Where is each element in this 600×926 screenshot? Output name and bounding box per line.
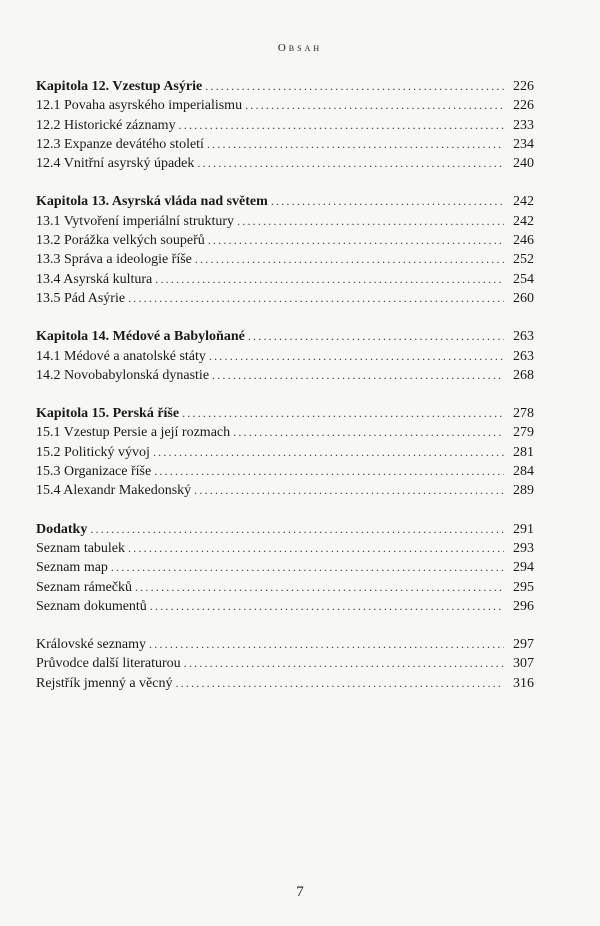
toc-entry-title: Kapitola 12. Vzestup Asýrie [36,79,203,94]
dot-leader [179,116,504,135]
toc-entry-title: Seznam rámečků [36,579,133,595]
dot-leader [175,674,504,693]
toc-entry-page: 278 [513,406,534,422]
toc-entry-title: 12.3 Expanze devátého století [36,136,204,152]
toc-entry-page: 252 [513,252,534,268]
toc-section [36,520,534,616]
toc-entry [36,347,534,366]
toc-entry-title: Seznam dokumentů [36,598,147,614]
toc-entry-title: 15.4 Alexandr Makedonský [36,483,192,499]
toc-entry-title: Královské seznamy [36,637,147,653]
toc-entry-title: Průvodce další literaturou [36,656,181,672]
dot-leader [212,366,504,385]
dot-leader [237,212,504,231]
toc-section [36,192,534,308]
toc-chapter-heading [36,77,534,96]
dot-leader [248,327,504,346]
toc-entry-title: Seznam map [36,560,108,576]
toc-entry [36,270,534,289]
toc-entry-page: 293 [513,540,534,556]
toc-entry-page: 226 [513,98,534,114]
toc-entry-page: 254 [513,271,534,287]
table-of-contents [36,77,534,712]
toc-entry [36,135,534,154]
toc-entry-page: 263 [513,329,534,345]
toc-entry-page: 291 [513,521,534,537]
toc-section [36,635,534,693]
toc-entry-title: 15.2 Politický vývoj [36,444,150,460]
dot-leader [182,404,504,423]
toc-entry-page: 226 [513,79,534,94]
toc-entry-title: 14.2 Novobabylonská dynastie [36,367,210,383]
toc-entry-page: 281 [513,444,534,460]
toc-entry [36,578,534,597]
toc-entry [36,231,534,250]
toc-entry [36,423,534,442]
toc-entry [36,96,534,115]
toc-entry-title: 13.5 Pád Asýrie [36,290,126,306]
toc-entry-title: Kapitola 15. Perská říše [36,406,180,422]
toc-entry-page: 279 [513,425,534,441]
toc-entry-title: 14.1 Médové a anatolské státy [36,348,206,364]
toc-entry-page: 234 [513,136,534,152]
toc-entry-title: 13.2 Porážka velkých soupeřů [36,233,205,249]
toc-entry-title: 15.3 Organizace říše [36,464,152,480]
page-header: Obsah [277,42,323,54]
toc-entry-page: 242 [513,213,534,229]
toc-chapter-heading [36,327,534,346]
toc-chapter-heading [36,404,534,423]
dot-leader [128,289,504,308]
toc-entry-title: Dodatky [36,521,88,537]
toc-chapter-heading [36,520,534,539]
dot-leader [128,539,504,558]
toc-entry [36,481,534,500]
toc-entry-page: 240 [513,156,534,172]
toc-chapter-heading [36,192,534,211]
toc-entry-title: 15.1 Vzestup Persie a její rozmach [36,425,231,441]
toc-entry [36,443,534,462]
dot-leader [90,520,504,539]
dot-leader [208,231,504,250]
toc-entry [36,462,534,481]
toc-entry-page: 260 [513,290,534,306]
toc-entry-title: 13.4 Asyrská kultura [36,271,153,287]
dot-leader [111,558,504,577]
toc-entry-page: 316 [513,675,534,691]
toc-entry [36,674,534,693]
dot-leader [194,481,504,500]
dot-leader [153,443,504,462]
toc-entry [36,539,534,558]
toc-entry-page: 307 [513,656,534,672]
toc-section [36,327,534,385]
toc-entry [36,116,534,135]
toc-entry-page: 242 [513,194,534,210]
dot-leader [135,578,504,597]
toc-entry [36,289,534,308]
toc-entry [36,597,534,616]
toc-entry [36,154,534,173]
toc-entry-page: 297 [513,637,534,653]
toc-entry [36,212,534,231]
dot-leader [245,96,504,115]
dot-leader [209,347,504,366]
toc-entry-page: 295 [513,579,534,595]
toc-entry [36,250,534,269]
toc-entry-title: 13.1 Vytvoření imperiální struktury [36,213,235,229]
toc-entry-title: Kapitola 14. Médové a Babyloňané [36,329,245,345]
toc-entry-page: 233 [513,117,534,133]
toc-entry [36,558,534,577]
toc-section [36,77,534,173]
toc-entry [36,366,534,385]
dot-leader [233,423,504,442]
dot-leader [184,654,504,673]
toc-entry-title: 12.4 Vnitřní asyrský úpadek [36,156,195,172]
toc-entry-page: 296 [513,598,534,614]
toc-entry-title: 12.1 Povaha asyrského imperialismu [36,98,243,114]
dot-leader [150,597,504,616]
toc-entry-page: 268 [513,367,534,383]
toc-entry-page: 294 [513,560,534,576]
toc-entry-title: Rejstřík jmenný a věcný [36,675,173,691]
toc-section [36,404,534,500]
toc-entry [36,654,534,673]
page-number: 7 [296,884,304,900]
toc-entry-title: Kapitola 13. Asyrská vláda nad světem [36,194,268,210]
dot-leader [195,250,504,269]
dot-leader [205,77,504,96]
toc-entry-page: 263 [513,348,534,364]
dot-leader [197,154,504,173]
toc-entry-page: 289 [513,483,534,499]
toc-entry [36,635,534,654]
dot-leader [207,135,504,154]
toc-entry-title: Seznam tabulek [36,540,126,556]
dot-leader [149,635,504,654]
toc-entry-title: 12.2 Historické záznamy [36,117,176,133]
toc-entry-page: 284 [513,464,534,480]
dot-leader [154,462,504,481]
dot-leader [155,270,504,289]
dot-leader [271,192,504,211]
toc-entry-page: 246 [513,233,534,249]
toc-entry-title: 13.3 Správa a ideologie říše [36,252,192,268]
